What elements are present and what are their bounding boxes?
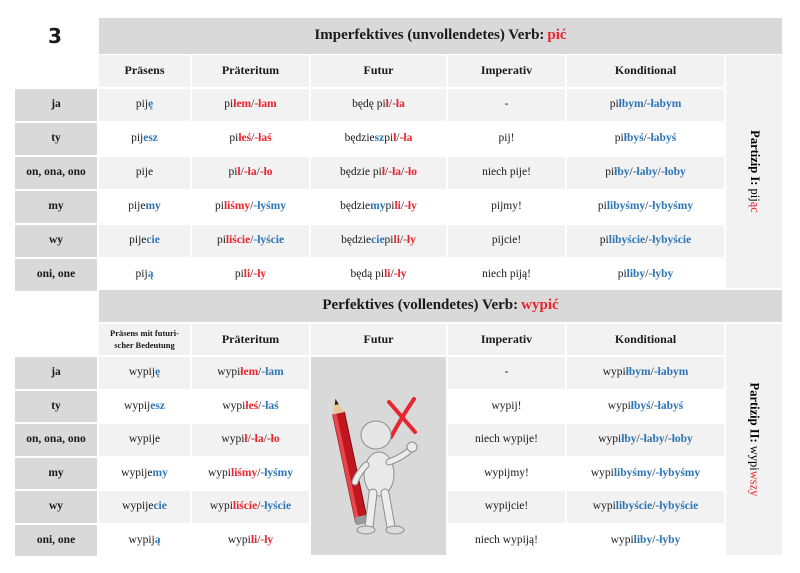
form-segment: będzie [344,132,375,145]
form-segment: / [257,466,261,479]
form-segment: / [645,268,649,281]
form-segment: / [258,366,262,379]
form-segment: ł [244,433,248,446]
imperativ-cell [448,259,565,291]
form-segment: - [504,366,509,379]
form-segment: -ły [260,533,274,546]
form-segment: -łybyście [648,234,692,247]
form-segment: / [652,533,656,546]
form-segment: pi [216,234,226,247]
form-segment: będę pi [352,98,386,111]
konditional-cell [567,525,724,557]
form-segment: pi [597,200,607,213]
futur-cell [311,157,446,189]
perf-header-konditional: Konditional [567,324,724,355]
konditional-cell [567,357,724,389]
form-segment: / [250,200,254,213]
form-segment: wypi [592,500,616,513]
praeteritum-cell [192,157,309,189]
form-segment: my [370,200,386,213]
form-segment: łbyś [623,132,644,145]
form-segment: pi [384,234,394,247]
form-segment: -łyby [648,268,674,281]
imperf-header-imperativ: Imperativ [448,55,565,87]
imperativ-cell [448,491,565,523]
form-segment: wypij! [491,399,522,412]
form-segment: niech pije! [482,166,531,179]
form-segment: będzie pi [340,166,382,179]
praeteritum-cell [192,357,309,389]
form-segment: -łoby [667,433,693,446]
person-label: ty [15,123,97,155]
imperativ-cell [448,357,565,389]
no-future-figure-icon [311,357,446,555]
form-segment: sz [374,132,385,145]
form-segment: łem [233,98,252,111]
form-segment: niech wypiją! [475,533,538,546]
form-segment: pi [234,268,244,281]
form-segment: -łaś [254,132,272,145]
form-segment: libyście [615,500,653,513]
form-segment: łbym [618,98,644,111]
praeteritum-cell [192,491,309,523]
person-label: ja [15,89,97,121]
imperf-participle [747,130,762,213]
page-number: 3 [48,23,62,48]
imperativ-cell [448,123,565,155]
imperativ-cell [448,191,565,223]
konditional-cell [567,458,724,490]
praesens-cell [99,357,190,389]
form-segment: ą [154,533,161,546]
imperfective-verb: pić [547,27,567,44]
form-segment: -łabyś [653,399,684,412]
person-label: oni, one [15,525,97,557]
form-segment: / [657,166,661,179]
form-segment: niech piją! [482,268,531,281]
konditional-cell [567,259,724,291]
form-segment: pije [128,200,146,213]
form-segment: ł [385,98,389,111]
form-segment: / [401,166,405,179]
form-segment: pi [617,268,627,281]
konditional-cell [567,157,724,189]
form-segment: niech wypije! [475,433,538,446]
form-segment: -ła [250,433,264,446]
futur-cell [311,225,446,257]
form-segment: -łaby [632,166,658,179]
futur-cell [311,89,446,121]
form-segment: ł [237,166,241,179]
form-segment: -ło [259,166,273,179]
form-segment: pije [129,234,147,247]
imperativ-cell [448,89,565,121]
participle-label: Partizip II: [747,382,762,446]
imperativ-cell [448,225,565,257]
form-segment: / [251,132,255,145]
form-segment: -łyście [253,234,285,247]
form-segment: liście [225,234,251,247]
form-segment: / [645,234,649,247]
praeteritum-cell [192,458,309,490]
form-segment: wypije [128,433,161,446]
form-segment: / [652,466,656,479]
form-segment: pi [599,234,609,247]
form-segment: ę [155,366,161,379]
form-segment: pij [135,268,148,281]
form-segment: libyśmy [613,466,653,479]
form-segment: / [388,98,393,111]
form-segment: li [394,200,401,213]
form-segment: pi [609,98,619,111]
form-segment: -łabyś [646,132,677,145]
form-segment: wypi [607,399,631,412]
konditional-cell [567,89,724,121]
futur-cell [311,123,446,155]
form-segment: liśmy [231,466,258,479]
form-segment: wypij [124,399,151,412]
praeteritum-cell [192,123,309,155]
participle-label: Partizip I: [747,130,762,189]
form-segment: ę [148,98,154,111]
form-segment: ą [147,268,154,281]
imperativ-cell [448,458,565,490]
form-segment: wypijcie! [484,500,529,513]
form-segment: pijmy! [491,200,522,213]
form-segment: / [257,533,261,546]
form-segment: -ło [266,433,280,446]
form-segment: -ła [388,166,402,179]
form-segment: / [251,98,255,111]
form-segment: / [247,433,251,446]
form-segment: -łoby [660,166,686,179]
form-segment: wypi [610,533,634,546]
konditional-cell [567,391,724,423]
person-label: wy [15,491,97,523]
form-segment: -łyście [260,500,292,513]
form-segment: / [643,132,647,145]
praesens-cell [99,391,190,423]
form-segment: łeś [238,132,252,145]
perfective-title [99,290,782,322]
form-segment: / [650,399,654,412]
form-segment: wypi [209,500,233,513]
form-segment: / [396,132,400,145]
imperativ-cell [448,424,565,456]
form-segment: / [399,234,404,247]
form-segment: / [240,166,244,179]
form-segment: cie [153,500,167,513]
person-label: my [15,458,97,490]
form-segment: łbyś [630,399,651,412]
form-segment: / [256,166,260,179]
form-segment: liście [232,500,258,513]
form-segment: liby [626,268,646,281]
imperf-header-praesens: Präsens [99,55,190,87]
imperf-participle-cell [726,55,782,288]
form-segment: łby [614,166,630,179]
form-segment: pije [135,166,154,179]
form-segment: wypi [222,399,246,412]
praesens-cell [99,123,190,155]
form-segment: wypije [121,466,153,479]
form-segment: my [152,466,168,479]
form-segment: wypij [128,366,156,379]
praesens-cell [99,89,190,121]
participle-stem: wypi [747,445,762,471]
form-segment: / [250,234,254,247]
form-segment: liśmy [223,200,251,213]
form-segment: -ły [403,234,416,247]
form-segment: / [664,433,668,446]
form-segment: wypi [227,533,251,546]
form-segment: pi [215,200,224,213]
form-segment: esz [143,132,158,145]
form-segment: -ła [392,98,405,111]
praesens-cell [99,191,190,223]
form-segment: pi [229,132,239,145]
form-segment: -łam [254,98,277,111]
form-segment: -ło [404,166,417,179]
form-segment: łby [621,433,637,446]
imperf-header-futur: Futur [311,55,446,87]
praeteritum-cell [192,191,309,223]
praesens-cell [99,525,190,557]
form-segment: / [643,98,647,111]
form-segment: li [243,268,251,281]
futur-cell [311,259,446,291]
form-segment: -ła [243,166,257,179]
futur-cell [311,191,446,223]
form-segment: -łyśmy [260,466,293,479]
praesens-cell [99,458,190,490]
form-segment: pi [224,98,234,111]
form-segment: / [650,366,654,379]
form-segment: -łybyście [655,500,699,513]
participle-ending: wszy [747,470,762,497]
form-segment: -ły [253,268,267,281]
konditional-cell [567,123,724,155]
praesens-cell [99,225,190,257]
form-segment: -łybyśmy [655,466,701,479]
form-segment: wypi [602,366,626,379]
imperf-header-praeteritum: Präteritum [192,55,309,87]
form-segment: będą pi [350,268,385,281]
form-segment: / [636,433,640,446]
imperfective-title-text: Imperfektives (unvollendetes) Verb: [314,27,545,44]
praeteritum-cell [192,225,309,257]
form-segment: wypij [128,533,155,546]
form-segment: liby [633,533,653,546]
praesens-cell [99,259,190,291]
form-segment: pi [614,132,624,145]
form-segment: libyście [608,234,646,247]
form-segment: wypi [221,433,245,446]
form-segment: / [652,500,656,513]
form-segment: ł [381,166,386,179]
konditional-cell [567,191,724,223]
form-segment: -łabym [653,366,689,379]
perfective-title-text: Perfektives (vollendetes) Verb: [322,297,519,314]
form-segment: łeś [245,399,259,412]
imperfective-title [99,18,782,54]
praeteritum-cell [192,89,309,121]
person-label: wy [15,225,97,257]
perf-participle-cell [726,324,782,555]
praesens-cell [99,424,190,456]
form-segment: wypije [122,500,154,513]
imperf-header-konditional: Konditional [567,55,724,87]
form-segment: -ły [404,200,417,213]
form-segment: esz [150,399,165,412]
form-segment: / [250,268,254,281]
perfective-verb: wypić [521,297,559,314]
perf-header-futur: Futur [311,324,446,355]
person-label: on, ona, ono [15,424,97,456]
imperativ-cell [448,391,565,423]
perf-header-imperativ: Imperativ [448,324,565,355]
form-segment: li [384,268,391,281]
konditional-cell [567,225,724,257]
form-segment: łbym [625,366,651,379]
form-segment: / [258,399,262,412]
form-segment: ł [393,132,397,145]
form-segment: wypi [217,366,241,379]
form-segment: / [400,200,405,213]
form-segment: wypi [590,466,614,479]
form-segment: / [645,200,649,213]
form-segment: / [385,166,389,179]
praeteritum-cell [192,525,309,557]
form-segment: pijcie! [491,234,522,247]
form-segment: -łyśmy [253,200,286,213]
form-segment: - [504,98,509,111]
form-segment: li [393,234,400,247]
form-segment: pi [384,132,394,145]
form-segment: / [390,268,394,281]
person-label: my [15,191,97,223]
praesens-cell [99,157,190,189]
form-segment: wypijmy! [484,466,529,479]
perf-futur-image-cell [311,357,446,555]
form-segment: -łyby [655,533,681,546]
praesens-cell [99,491,190,523]
participle-stem: pij [747,188,762,202]
form-segment: pi [228,166,238,179]
praeteritum-cell [192,391,309,423]
person-label: ja [15,357,97,389]
form-segment: pi [605,166,615,179]
form-segment: -łaś [261,399,279,412]
form-segment: li [250,533,258,546]
person-label: on, ona, ono [15,157,97,189]
form-segment: -ły [393,268,407,281]
praeteritum-cell [192,424,309,456]
form-segment: -łybyśmy [648,200,694,213]
form-segment: wypi [598,433,622,446]
imperativ-cell [448,157,565,189]
person-label: ty [15,391,97,423]
form-segment: będzie [340,200,371,213]
form-segment: pij [131,132,144,145]
perf-header-praeteritum: Präteritum [192,324,309,355]
konditional-cell [567,424,724,456]
form-segment: cie [371,234,385,247]
form-segment: pi [385,200,395,213]
form-segment: / [629,166,633,179]
form-segment: łem [240,366,259,379]
form-segment: będzie [341,234,372,247]
form-segment: -łabym [646,98,682,111]
perf-participle [747,383,762,497]
praeteritum-cell [192,259,309,291]
form-segment: -ła [399,132,413,145]
perf-header-praesens: Präsens mit futuri-scher Bedeutung [99,324,190,355]
participle-ending: ąc [747,201,762,213]
form-segment: libyśmy [606,200,646,213]
form-segment: my [145,200,161,213]
form-segment: pij [135,98,149,111]
form-segment: / [263,433,267,446]
imperativ-cell [448,525,565,557]
konditional-cell [567,491,724,523]
form-segment: / [257,500,261,513]
form-segment: wypi [208,466,231,479]
form-segment: -łam [261,366,284,379]
person-label: oni, one [15,259,97,291]
form-segment: -łaby [639,433,665,446]
form-segment: cie [146,234,160,247]
form-segment: pij! [498,132,515,145]
